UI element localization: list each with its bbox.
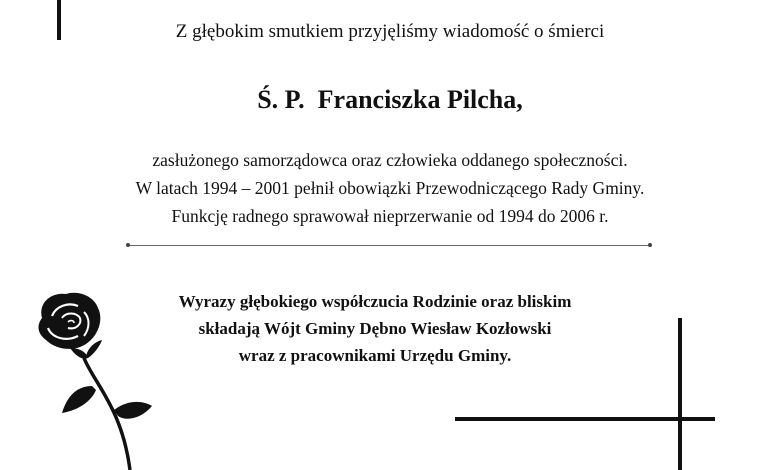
bio-line: Funkcję radnego sprawował nieprzerwanie od 1994 do 2006 r. <box>171 206 609 226</box>
cross-vertical-bar <box>678 318 682 470</box>
divider-dot-right <box>648 243 652 247</box>
deceased-name: Ś. P. Franciszka Pilcha, <box>257 85 523 114</box>
divider-dot-left <box>126 243 130 247</box>
bio-line: zasłużonego samorządowca oraz człowieka oddanego społeczności. <box>152 150 628 170</box>
cross-horizontal-bar <box>455 417 715 421</box>
condolence-line: Wyrazy głębokiego współczucia Rodzinie oraz bliskim <box>178 292 572 311</box>
bio-line: W latach 1994 – 2001 pełnił obowiązki Przewodniczącego Rady Gminy. <box>135 178 645 198</box>
condolence-line: wraz z pracownikami Urzędu Gminy. <box>238 346 512 365</box>
condolence-message <box>130 288 620 369</box>
divider-line <box>128 245 650 246</box>
condolence-line: składają Wójt Gminy Dębno Wiesław Kozłowski <box>198 319 552 338</box>
black-rose-icon <box>22 288 152 470</box>
intro-text: Z głębokim smutkiem przyjęliśmy wiadomość o śmierci <box>175 21 605 42</box>
biography <box>0 146 780 230</box>
